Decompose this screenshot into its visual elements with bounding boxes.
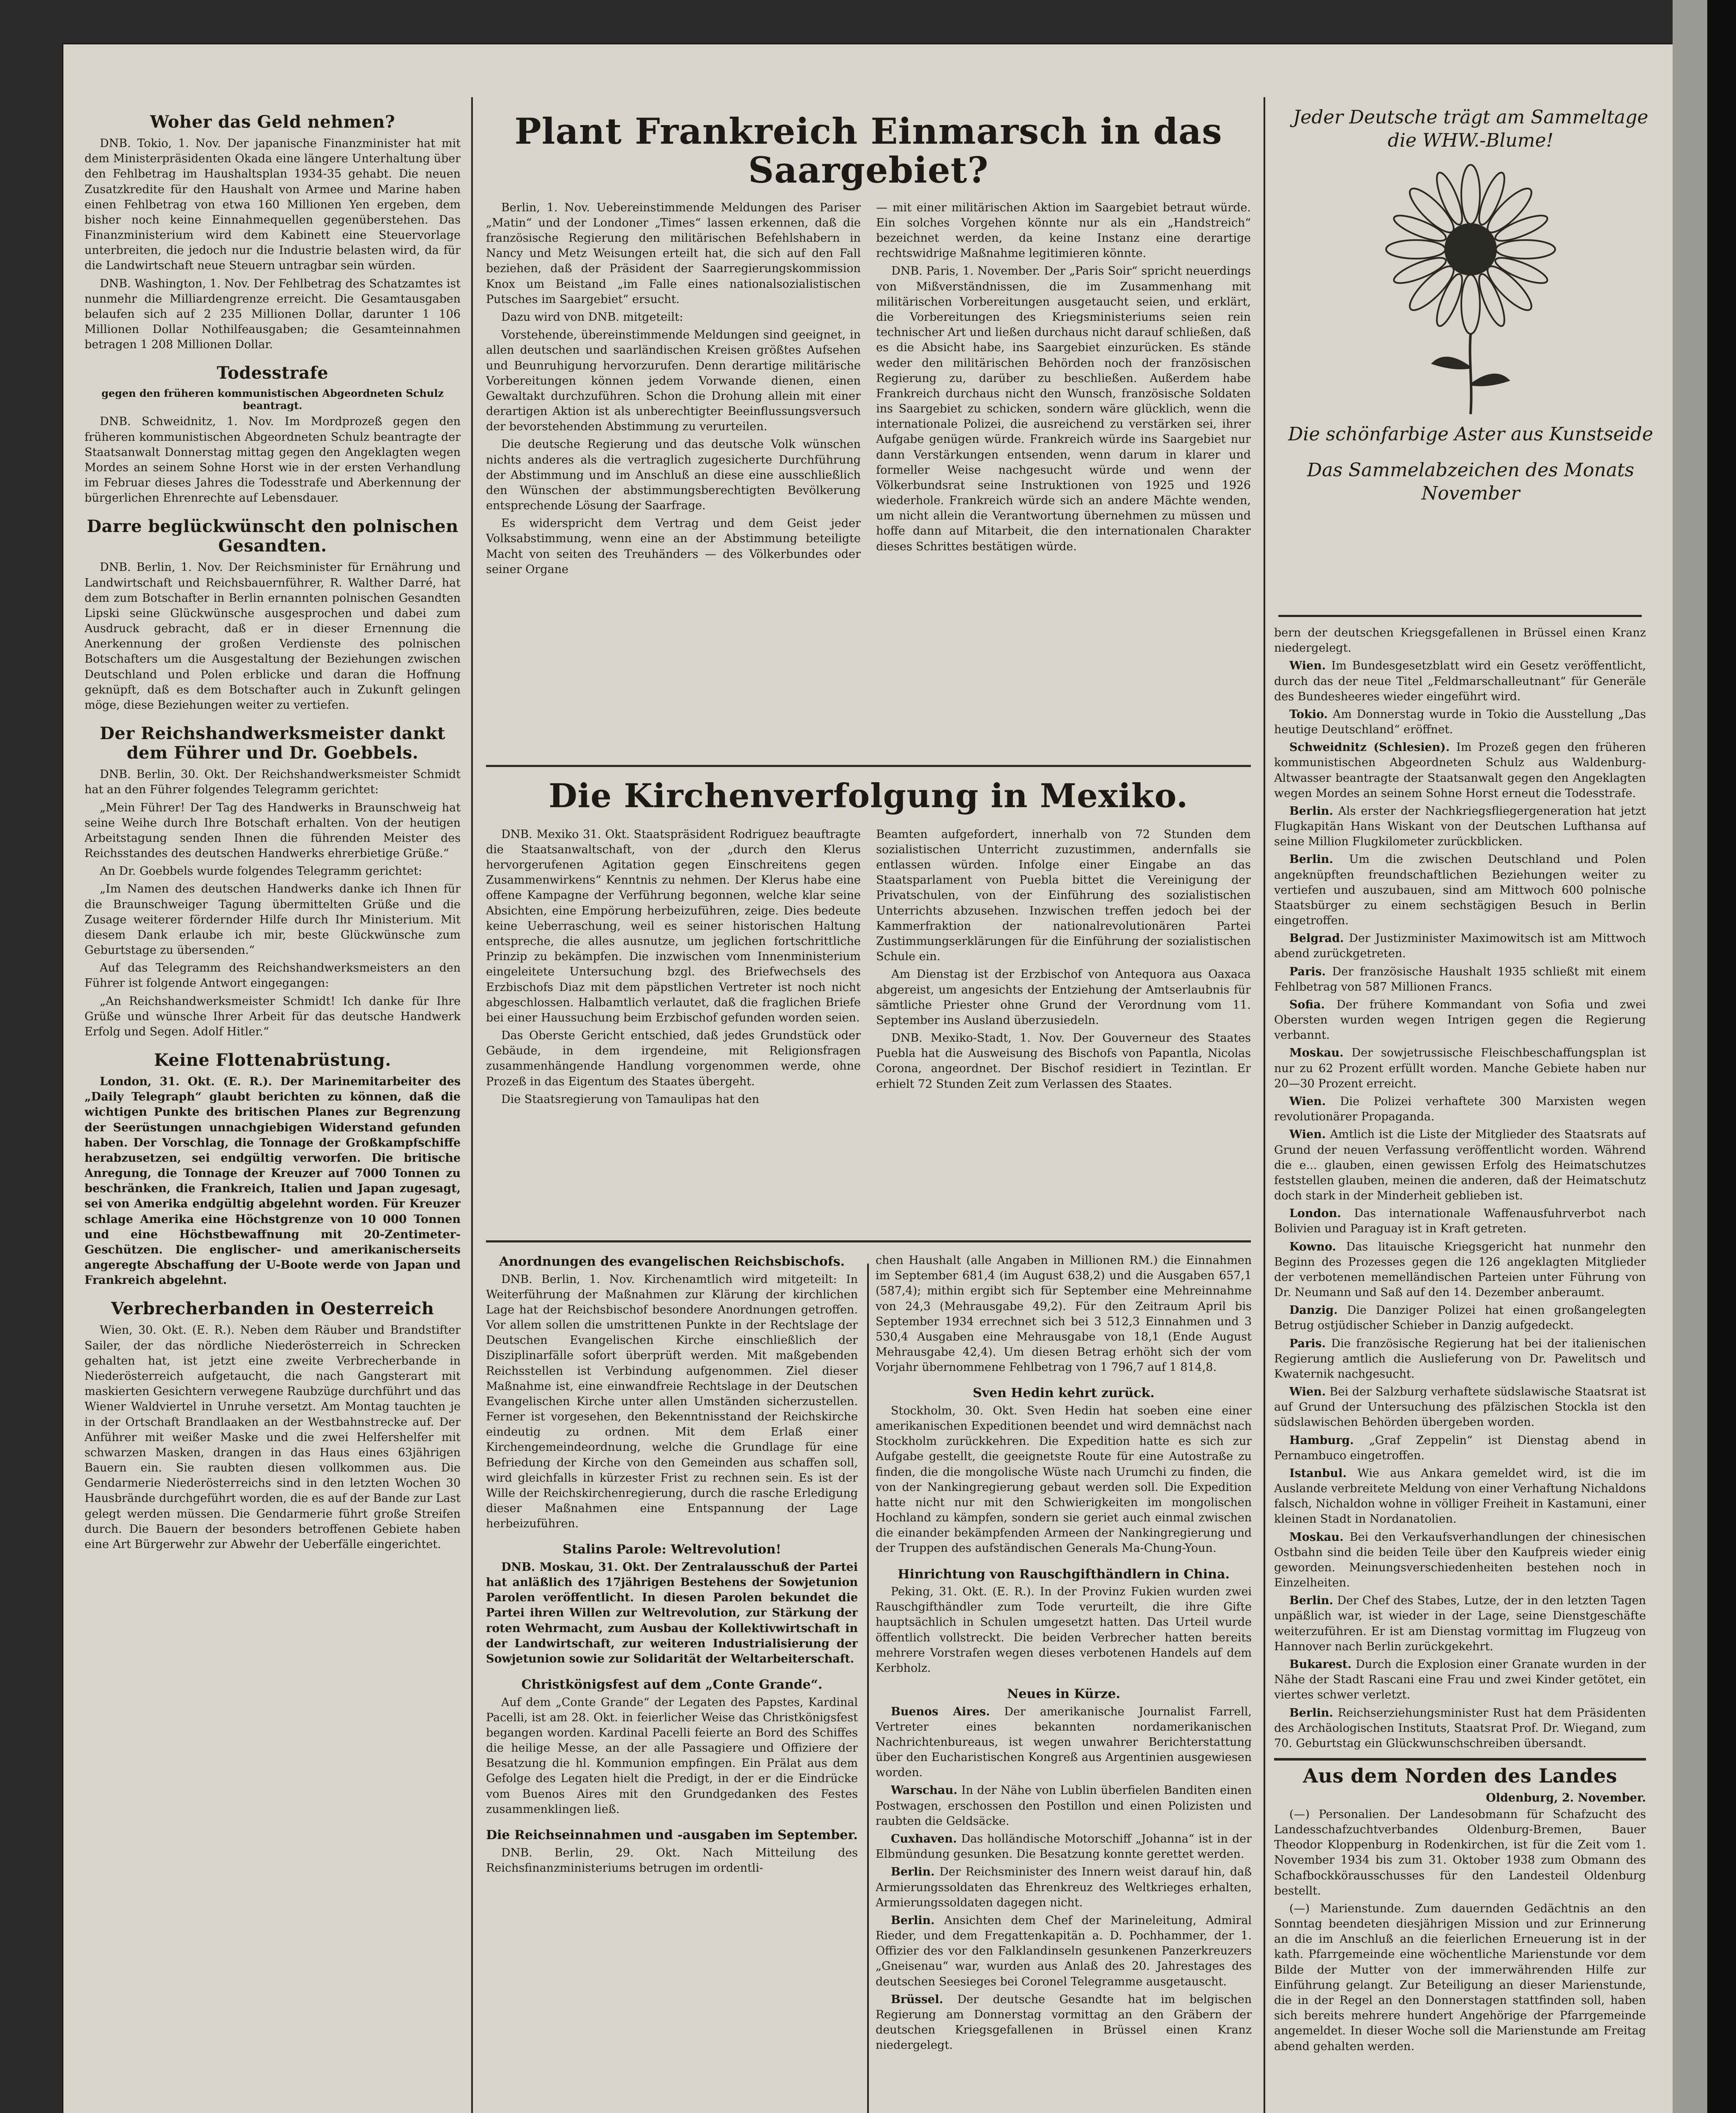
text-paragraph: — mit einer militärischen Aktion im Saargebiet betraut würde. Ein solches Vorgehen könnte nur als ein „Handstreich“ bezeichnet werden, da keine Instanz eine derartige rechtswidrige Maßnahme legitimieren könnte. [876, 201, 1251, 260]
saar-left [486, 200, 861, 580]
news-item: Sofia. Der frühere Kommandant von Sofia und zwei Obersten wurden wegen Intrigen gegen die Regierung verbannt. [1274, 998, 1646, 1042]
news-item: Moskau. Der sowjetrussische Fleischbeschaffungsplan ist nur zu 62 Prozent erfüllt worden. Manche Gebiete haben nur 20—30 Prozent erreicht. [1274, 1046, 1646, 1090]
saar-right [876, 200, 1251, 580]
text-paragraph: Dazu wird von DNB. mitgeteilt: [501, 310, 683, 324]
news-item: Buenos Aires. Der amerikanische Journalist Farrell, Vertreter eines bekannten nordamerikanischen Nachrichtenbureaus, ist wegen unwahrer Berichterstattung über den Eucharistischen Kongreß aus Argentinien ausgewiesen worden. [876, 1705, 1252, 1780]
text-paragraph: Beamten aufgefordert, innerhalb von 72 Stunden dem sozialistischen Unterricht zuzustimmen, andernfalls sie entlassen würden. Infolge einer Eingabe an das Staatsparlament von Puebla bittet die Vereinigung der Privatschulen, von der Einführung des sozialistischen Unterrichts abzusehen. Inzwischen treffen jedoch bei der Kammerfraktion der nationalrevolutionären Partei Zustimmungserklärungen für die Einführung der sozialistischen Schule ein. [876, 827, 1251, 964]
ad-subcaption: Das Sammelabzeichen des Monats November [1307, 459, 1635, 504]
text-paragraph: DNB. Paris, 1. November. Der „Paris Soir“ spricht neuerdings von Mißverständnissen, die im Zusammenhang mit militärischen Vorbereitungen ausgetaucht seien, und erklärt, die Vorbereitungen des Kriegsministeriums seien rein technischer Art und ließen durchaus nicht darauf schließen, daß es die Absicht habe, ins Saargebiet einzurücken. Es stände weder den militärischen Behörden noch der französischen Regierung zu, darüber zu beschließen. Außerdem habe Frankreich durchaus nicht den Wunsch, französische Soldaten ins Saargebiet zu schicken, sondern wäre glücklich, wenn die internationale Polizei, die ausreichend zu verstärken sei, ihrer Aufgabe genügen würde. Frankreich würde ins Saargebiet nur dann Verstärkungen entsenden, wenn darum in klarer und formeller Weise nachgesucht würde und wenn der Völkerbundsrat seine Instruktionen von 1925 und 1926 wiederhole. Frankreich würde sich an andere Mächte wenden, um nicht allein die Verantwortung übernehmen zu müssen und hoffe dann auf Mitarbeit, die den internationalen Charakter dieses Schrittes bestätigen würde. [876, 265, 1251, 553]
article-hedin [876, 1386, 1252, 1556]
text-paragraph: DNB. Berlin, 1. Nov. Der Reichsminister für Ernährung und Landwirtschaft und Reichsbauernführer, R. Walther Darré, hat dem zum Botschafter in Berlin ernannten polnischen Gesandten Lipski seine Glückwünsche ausgesprochen und dabei zum Ausdruck gebracht, daß er in dieser Ernennung die Anerkennung der großen Verdienste des polnischen Botschafters um die Ausgestaltung der Beziehungen zwischen Deutschland und Polen erblicke und daran die Hoffnung geknüpft, daß es dem Botschafter auch in Zukunft gelingen möge, diese Beziehungen weiter zu vertiefen. [85, 561, 461, 712]
news-item: Cuxhaven. Das holländische Motorschiff „Johanna“ ist in der Elbmündung gesunken. Die Besatzung konnte gerettet werden. [876, 1832, 1252, 1861]
article-flotte [85, 1051, 461, 1288]
column-rule-center [867, 1264, 869, 2113]
column-1 [85, 110, 461, 2113]
text-paragraph: Auf dem „Conte Grande“ der Legaten des Papstes, Kardinal Pacelli, ist am 28. Okt. in feierlicher Weise das Christkönigsfest begangen worden. Kardinal Pacelli feierte an Bord des Schiffes die heilige Messe, an der alle Passagiere und Offiziere der Besatzung die hl. Kommunion empfingen. Ein Prälat aus dem Gefolge des Legaten hielt die Predigt, in der er die Eindrücke vom Buenos Aires mit den Grundgedanken des Festes zusammenklingen ließ. [486, 1695, 858, 1816]
text-paragraph: Stockholm, 30. Okt. Sven Hedin hat soeben eine einer amerikanischen Expeditionen beendet und wird demnächst nach Stockholm zurückkehren. Die Expedition hatte es sich zur Aufgabe gestellt, die geeignetste Route für eine Autostraße zu finden, die die mongolische Wüste nach Urumchi zu finden, die von der Nankingregierung gebaut werden soll. Die Expedition hatte nicht nur mit den Schwierigkeiten im mongolischen Hochland zu kämpfen, sondern sie geriet auch einmal zwischen die einander bekämpfenden Armeen der Nankingregierung und der Truppen des aufständischen Generals Ma-Chung-Youn. [876, 1404, 1252, 1555]
mexico-left [486, 827, 861, 1110]
article-reichsbischof [486, 1255, 858, 1532]
text-paragraph: DNB. Moskau, 31. Okt. Der Zentralausschuß der Partei hat anläßlich des 17jährigen Bestehens der Sowjetunion Parolen veröffentlicht. In diesen Parolen bekundet die Partei ihren Willen zur Weltrevolution, zur Stärkung der roten Wehrmacht, zum Ausbau der Kollektivwirtschaft in der Landwirtschaft, zur weiteren Industrialisierung der Sowjetunion sowie zur Solidarität der Weltarbeiterschaft. [486, 1560, 858, 1665]
news-item: Berlin. Der Reichsminister des Innern weist darauf hin, daß Armierungssoldaten das Ehrenkreuz des Weltkrieges erhalten, Armierungssoldaten dagegen nicht. [876, 1865, 1252, 1909]
mexico-right [876, 827, 1251, 1110]
article-todesstrafe [85, 363, 461, 506]
article-handwerk [85, 724, 461, 1040]
news-item: Tokio. Am Donnerstag wurde in Tokio die Ausstellung „Das heutige Deutschland“ eröffnet. [1274, 707, 1646, 737]
news-item: Wien. Im Bundesgesetzblatt wird ein Gesetz veröffentlicht, durch das der neue Titel „Feldmarschalleutnant“ für Generäle des Bundesheeres wieder eingeführt wird. [1274, 659, 1646, 703]
column-rule-2 [1264, 97, 1265, 2113]
news-item: Wien. Bei der Salzburg verhaftete südslawische Staatsrat ist auf Grund der Untersuchung des pfälzischen Stockla ist den südslawischen Behörden übergeben worden. [1274, 1385, 1646, 1429]
article-verbrecher [85, 1299, 461, 1552]
news-item: Schweidnitz (Schlesien). Im Prozeß gegen den früheren kommunistischen Abgeordneten Schulz aus Waldenburg-Altwasser beantragte der Staatsanwalt gegen den Angeklagten wegen Mordes an seinem Sohne Horst erneut die Todesstrafe. [1274, 741, 1646, 800]
text-paragraph: „Mein Führer! Der Tag des Handwerks in Braunschweig hat seine Weihe durch Ihre Botschaft erhalten. Von der heutigen Arbeitstagung senden Ihnen die führenden Meister des Reichsstandes des deutschen Handwerks ehrerbietige Grüße.“ [85, 801, 461, 860]
news-item: Warschau. In der Nähe von Lublin überfielen Banditen einen Postwagen, erschossen den Postillon und einen Polizisten und raubten die Geldsäcke. [876, 1784, 1252, 1828]
article-haushalt-cont [876, 1253, 1252, 1375]
mexico-columns [486, 827, 1251, 1110]
section-rule [1274, 1758, 1646, 1761]
headline-darre: Darre beglückwünscht den polnischen Gesandten. [87, 516, 459, 556]
text-paragraph: Am Dienstag ist der Erzbischof von Antequora aus Oaxaca abgereist, um angesichts der Entziehung der Amtserlaubnis für sämtliche Priester ohne Grund der Verordnung vom 11. September ins Ausland überzusiedeln. [876, 968, 1251, 1027]
news-item: Danzig. Die Danziger Polizei hat einen großangelegten Betrug ostjüdischer Schieber in Danzig aufgedeckt. [1274, 1304, 1646, 1332]
news-item: Berlin. Der Chef des Stabes, Lutze, der in den letzten Tagen unpäßlich war, ist wieder in der Lage, seine Dienstgeschäfte weiterzuführen. Er ist am Dienstag vormittag im Flugzeug von Hannover nach Berlin zurückgekehrt. [1274, 1594, 1646, 1653]
news-item: Istanbul. Wie aus Ankara gemeldet wird, ist die im Auslande verbreitete Meldung von einer Verhaftung Nichaldons falsch, Nichaldon wohne in völliger Freiheit in Kastamuni, einer kleinen Stadt in Nordanatolien. [1274, 1466, 1646, 1526]
text-paragraph: (—) Marienstunde. Zum dauernden Gedächtnis an den Sonntag beendeten diesjährigen Mission und zur Erinnerung an die im Anschluß an die feierlichen Erneuerung ist in der kath. Pfarrgemeinde eine wöchentliche Marienstunde vor dem Bilde der Mutter von der immerwährenden Hilfe zur Einführung gelangt. Zur Beteiligung an dieser Marienstunde, die in der Regel an den Donnerstagen stattfinden soll, haben sich bereits mehrere hundert Angehörige der Pfarrgemeinde angemeldet. In dieser Woche soll die Marienstunde am Freitag abend gehalten werden. [1274, 1902, 1646, 2053]
article-china [876, 1567, 1252, 1676]
ad-headline: Jeder Deutsche trägt am Sammeltage die WHW.-Blume! [1293, 106, 1649, 151]
news-item: Bukarest. Durch die Explosion einer Granate wurden in der Nähe der Stadt Rascani eine Frau und zwei Kinder getötet, ein viertes schwer verletzt. [1274, 1658, 1646, 1702]
text-paragraph: chen Haushalt (alle Angaben in Millionen RM.) die Einnahmen im September 681,4 (im August 638,2) und die Ausgaben 657,1 (587,4); mithin ergibt sich für September eine Mehreinnahme von 24,3 (Mehrausgabe 49,2). Für den Zeitraum April bis September 1934 errechnet sich bei 3 512,3 Einnahmen und 3 530,4 Ausgaben eine Mehrausgabe von 18,1 (Ende August Mehrausgabe 42,4). Um diesen Betrag erhöht sich der vom Vorjahr übernommene Fehlbetrag von 1 796,7 auf 1 814,8. [876, 1254, 1252, 1374]
saar-block [486, 99, 1251, 763]
news-item: Brüssel. Der deutsche Gesandte hat im belgischen Regierung am Donnerstag vormittag an den Gräbern der deutschen Kriegsgefallenen in Brüssel einen Kranz niedergelegt. [876, 1993, 1252, 2052]
text-paragraph: DNB. Berlin, 30. Okt. Der Reichshandwerksmeister Schmidt hat an den Führer folgendes Telegramm gerichtet: [85, 768, 461, 797]
headline-kuerze: Neues in Kürze. [1007, 1687, 1120, 1702]
whw-advertisement [1285, 106, 1657, 609]
article-stalin [486, 1542, 858, 1667]
headline-verbrecher: Verbrecherbanden in Oesterreich [111, 1299, 434, 1319]
headline-stalin: Stalins Parole: Weltrevolution! [562, 1542, 781, 1557]
text-paragraph: DNB. Mexiko 31. Okt. Staatspräsident Rodriguez beauftragte die Staatsanwaltschaft, von der „durch den Klerus hervorgerufenen Agitation gegen Einschreitens gegen Zusammenwirkens“ Kenntnis zu nehmen. Der Klerus habe eine offene Kampagne der Verführung begonnen, welche klar seine Absichten, eine Empörung herbeizuführen, zeige. Dies bedeute keine Ueberraschung, weil es seiner historischen Haltung entspreche, die alles ausnutze, um jeglichen fortschrittliche Prinzip zu bekämpfen. Die inzwischen vom Innenministerium eingeleitete Untersuchung bzgl. des Briefwechsels des Erzbischofs Diaz mit dem päpstlichen Vertreter ist noch nicht abgeschlossen. Halbamtlich verlautet, daß die fraglichen Briefe bei einer Haussuchung beim Erzbischof gefunden worden seien. [486, 827, 861, 1024]
text-paragraph: Peking, 31. Okt. (E. R.). In der Provinz Fukien wurden zwei Rauschgifthändler zum Tode verurteilt, die ihre Gifte hauptsächlich in Schulen umgesetzt hatten. Das Urteil wurde öffentlich vollstreckt. Die beiden Verbrecher hatten bereits mehrere Vorstrafen wegen dieses verbotenen Handels auf dem Kerbholz. [876, 1585, 1252, 1675]
news-item: Paris. Die französische Regierung hat bei der italienischen Regierung amtlich die Auslieferung von Dr. Pawelitsch und Kwaternik nachgesucht. [1274, 1337, 1646, 1381]
text-paragraph: Vorstehende, übereinstimmende Meldungen sind geeignet, in allen deutschen und saarländischen Kreisen größtes Aufsehen und Beunruhigung hervorzurufen. Denn derartige militärische Vorbereitungen können jedem Vorwande dienen, einen Gewaltakt durchzuführen. Schon die Drohung allein mit einer derartigen Aktion ist als unberechtigter Beeinflussungsversuch der bevorstehenden Abstimmung zu verurteilen. [486, 328, 861, 434]
article-kuerze [876, 1687, 1252, 2053]
text-paragraph: DNB. Berlin, 29. Okt. Nach Mitteilung des Reichsfinanzministeriums betrugen im ordentli- [486, 1846, 858, 1875]
article-geld [85, 112, 461, 352]
article-norden [1274, 1765, 1646, 2054]
article-christkoenig [486, 1678, 858, 1817]
news-item: Hamburg. „Graf Zeppelin“ ist Dienstag abend in Pernambuco eingetroffen. [1274, 1433, 1646, 1462]
column-rule-1 [471, 97, 473, 2113]
article-darre [85, 517, 461, 713]
article-reichseinnahmen [486, 1828, 858, 1876]
news-item: Wien. Die Polizei verhaftete 300 Marxisten wegen revolutionärer Propaganda. [1274, 1095, 1646, 1124]
column-4 [1274, 625, 1646, 2113]
text-paragraph: Wien, 30. Okt. (E. R.). Neben dem Räuber und Brandstifter Sailer, der das nördliche Niederösterreich in Schrecken gehalten hat, ist jetzt eine zweite Verbrecherbande in Niederösterreich aufgetaucht, die nach Gangsterart mit maskierten Gesichtern verwegene Raubzüge durchführt und das Wiener Waldviertel in Unruhe versetzt. Am Montag tauchten je in der Ortschaft Brandlaaken an der Westbahnstrecke auf. Der Anführer mit weißer Maske und die zwei Helfershelfer mit schwarzen Masken, drangen in das Haus eines 63jährigen Bauern ein. Sie raubten diesen vollkommen aus. Die Gendarmerie Niederösterreichs sind in den letzten Wochen 30 Hausbrände durchgeführt worden, die es auf der Bande zur Last gelegt werden müssen. Die Gendarmerie führt große Streifen durch. Die Bauern der besonders betroffenen Gebiete haben eine Art Bürgerwehr zur Abwehr der Ueberfälle eingerichtet. [85, 1324, 461, 1551]
text-paragraph: DNB. Mexiko-Stadt, 1. Nov. Der Gouverneur des Staates Puebla hat die Ausweisung des Bischofs von Papantla, Nicolas Corona, angeordnet. Der Bischof residiert in Tezintlan. Er erhielt 72 Stunden Zeit zum Verlassen des Staates. [876, 1032, 1251, 1091]
news-item: London. Das internationale Waffenausfuhrverbot nach Bolivien und Paraguay ist in Kraft getreten. [1274, 1207, 1646, 1236]
text-paragraph: DNB. Schweidnitz, 1. Nov. Im Mordprozeß gegen den früheren kommunistischen Abgeordneten Schulz beantragte der Staatsanwalt Donnerstag mittag gegen den Angeklagten wegen Mordes an seinem Sohne Horst wie in der ersten Verhandlung im Februar dieses Jahres die Todesstrafe und Aberkennung der bürgerlichen Ehrenrechte auf Lebensdauer. [85, 415, 461, 505]
headline-geld: Woher das Geld nehmen? [150, 112, 395, 132]
ad-caption: Die schönfarbige Aster aus Kunstseide [1288, 423, 1653, 445]
news-item: Moskau. Bei den Verkaufsverhandlungen der chinesischen Ostbahn sind die beiden Teile über den Kaufpreis wieder einig geworden. Meinungsverschiedenheiten bestehen noch in Einzelheiten. [1274, 1530, 1646, 1590]
headline-flotte: Keine Flottenabrüstung. [154, 1050, 391, 1070]
mexico-block [486, 775, 1251, 1238]
saar-columns [486, 200, 1251, 580]
text-paragraph: (—) Personalien. Der Landesobmann für Schafzucht des Landesschafzuchtverbandes Oldenburg-Bremen, Bauer Theodor Kloppenburg in Rodenkirchen, ist für die Zeit vom 1. November 1934 bis zum 31. Oktober 1938 zum Obmann des Schafbockkörausschusses für den Landesteil Oldenburg bestellt. [1274, 1807, 1646, 1897]
dateline: Oldenburg, 2. November. [1486, 1791, 1646, 1805]
subheadline: gegen den früheren kommunistischen Abgeordneten Schulz beantragt. [101, 387, 444, 412]
news-item: Berlin. Als erster der Nachkriegsfliegergeneration hat jetzt Flugkapitän Hans Wiskant von der Deutschen Lufthansa auf seine Million Flugkilometer zurückblicken. [1274, 804, 1646, 849]
news-item: Paris. Der französische Haushalt 1935 schließt mit einem Fehlbetrag von 587 Millionen Francs. [1274, 965, 1646, 994]
flower-icon [1361, 156, 1580, 418]
headline-norden: Aus dem Norden des Landes [1303, 1764, 1617, 1788]
rule-under-saar [486, 765, 1251, 767]
text-paragraph: Auf das Telegramm des Reichshandwerksmeisters an den Führer ist folgende Antwort eingegangen: [85, 961, 461, 990]
text-paragraph: „An Reichshandwerksmeister Schmidt! Ich danke für Ihre Grüße und wünsche Ihrer Arbeit für das deutsche Handwerk Erfolg und Segen. Adolf Hitler.“ [85, 994, 461, 1038]
headline-saar: Plant Frankreich Einmarsch in das Saargebiet? [514, 110, 1223, 191]
news-item: bern der deutschen Kriegsgefallenen in Brüssel einen Kranz niedergelegt. [1274, 626, 1646, 655]
text-paragraph: Die Staatsregierung von Tamaulipas hat den [501, 1092, 759, 1106]
text-paragraph: DNB. Washington, 1. Nov. Der Fehlbetrag des Schatzamtes ist nunmehr die Milliardengrenze erreicht. Die Gesamtausgaben belaufen sich auf 2 235 Millionen Dollar, darunter 1 106 Millionen Dollar Nothilfeausgaben; die Gesamteinnahmen betragen 1 208 Millionen Dollar. [85, 277, 461, 352]
news-item: Belgrad. Der Justizminister Maximowitsch ist am Mittwoch abend zurückgetreten. [1274, 932, 1646, 961]
headline-handwerk: Der Reichshandwerksmeister dankt dem Führer und Dr. Goebbels. [100, 723, 445, 763]
headline-hedin: Sven Hedin kehrt zurück. [972, 1386, 1155, 1401]
text-paragraph: „Im Namen des deutschen Handwerks danke ich Ihnen für die Braunschweiger Tagung übermittelten Grüße und die Zusage weiterer fördernder Hilfe durch Ihr Ministerium. Mit diesem Dank erlaube ich mir, beste Glückwünsche zum Geburtstage zu übersenden.“ [85, 882, 461, 957]
news-item: Berlin. Um die zwischen Deutschland und Polen angeknüpften freundschaftlichen Beziehungen weiter zu vertiefen und auszubauen, sind am Mittwoch 600 polnische Staatsbürger zu einem sechstägigen Besuch in Berlin eingetroffen. [1274, 853, 1646, 928]
headline-todesstrafe: Todesstrafe [217, 363, 328, 383]
headline-reichseinnahmen: Die Reichseinnahmen und -ausgaben im September. [486, 1828, 858, 1843]
rule-under-mexico [486, 1240, 1251, 1242]
news-item: Kowno. Das litauische Kriegsgericht hat nunmehr den Beginn des Prozesses gegen die 126 angeklagten Mitglieder der verbotenen memelländischen Parteien unter Führung von Dr. Neumann und Saß auf den 14. Dezember anberaumt. [1274, 1240, 1646, 1299]
text-paragraph: DNB. Tokio, 1. Nov. Der japanische Finanzminister hat mit dem Ministerpräsidenten Okada eine längere Unterhaltung über den Fehlbetrag im Haushaltsplan 1934-35 gehabt. Die neuen Zusatzkredite für den Haushalt von Armee und Marine haben einen Fehlbetrag von etwa 160 Millionen Yen ergeben, dem bisher noch keine Einnahmequellen gegenüberstehen. Das Finanzministerium wird dem Kabinett eine Steuervorlage unterbreiten, die jedoch nur die Industrie belasten wird, da für die Landwirtschaft neue Steuern untragbar sein würden. [85, 137, 461, 273]
headline-christkoenig: Christkönigsfest auf dem „Conte Grande“. [521, 1677, 823, 1693]
text-paragraph: An Dr. Goebbels wurde folgendes Telegramm gerichtet: [100, 865, 422, 878]
text-paragraph: DNB. Berlin, 1. Nov. Kirchenamtlich wird mitgeteilt: In Weiterführung der Maßnahmen zur Klärung der kirchlichen Lage hat der Reichsbischof besondere Anordnungen getroffen. Vor allem sollen die umstrittenen Punkte in der Rechtslage der Deutschen Evangelischen Kirche einschließlich der Disziplinarfälle sofort überprüft werden. Mit maßgebenden Reichsstellen ist Verbindung aufgenommen. Ziel dieser Maßnahme ist, eine einwandfreie Rechtslage in der Deutschen Evangelischen Kirche unter allen Umständen sicherzustellen. Ferner ist vorgesehen, den Bekenntnisstand der Reichskirche eindeutig zu ordnen. Mit dem Erlaß einer Kirchengemeindeordnung, welche die Grundlage für eine Befriedung der Kirche von den Gemeinden aus schaffen soll, wird gleichfalls in kürzester Frist zu rechnen sein. Es ist der Wille der Reichskirchenregierung, durch die rasche Erledigung dieser Maßnahmen eine Entspannung der Lage herbeizuführen. [486, 1272, 858, 1531]
column-3 [876, 1253, 1252, 2113]
text-paragraph: Es widerspricht dem Vertrag und dem Geist jeder Volksabstimmung, wenn eine an der Abstimmung beteiligte Macht von seiten des Treuhänders — des Völkerbundes oder seiner Organe [486, 517, 861, 576]
text-paragraph: Das Oberste Gericht entschied, daß jedes Grundstück oder Gebäude, in dem irgendeine, mit Religionsfragen zusammenhängende Handlung vorgenommen werde, ohne Prozeß in das Eigentum des Staates übergeht. [486, 1029, 861, 1088]
news-item: Berlin. Reichserziehungsminister Rust hat dem Präsidenten des Archäologischen Instituts, Staatsrat Prof. Dr. Wiegand, zum 70. Geburtstag ein Glückwunschschreiben übersandt. [1274, 1706, 1646, 1750]
column-2 [486, 1253, 858, 2113]
news-item: Berlin. Ansichten dem Chef der Marineleitung, Admiral Rieder, und dem Fregattenkapitän a. D. Pochhammer, der 1. Offizier des vor den Falklandinseln gesunkenen Panzerkreuzers „Gneisenau“ war, wurden aus Anlaß des 20. Jahrestages des deutschen Seesieges bei Coronel Telegramme ausgetauscht. [876, 1914, 1252, 1988]
headline-china: Hinrichtung von Rauschgifthändlern in China. [898, 1567, 1230, 1582]
headline-mexico: Die Kirchenverfolgung in Mexiko. [549, 777, 1188, 815]
scan-edge-strip [1673, 0, 1707, 2113]
scan-edge-dark [1707, 0, 1736, 2113]
text-paragraph: London, 31. Okt. (E. R.). Der Marinemitarbeiter des „Daily Telegraph“ glaubt berichten zu können, daß die wichtigen Punkte des britischen Planes zur Begrenzung der Seerüstungen unnachgiebigen Widerstand gefunden haben. Der Vorschlag, die Tonnage der Großkampfschiffe herabzusetzen, sei endgültig verworfen. Die britische Anregung, die Tonnage der Kreuzer auf 7000 Tonnen zu beschränken, die Frankreich, Italien und Japan zugesagt, sei von Amerika endgültig abgelehnt worden. Für Kreuzer schlage Amerika eine Höchstgrenze von 10 000 Tonnen und eine Höchstbewaffnung mit 20-Zentimeter-Geschützen. Die englischer- und amerikanischerseits angeregte Abschaffung der U-Boote werde von Japan und Frankreich abgelehnt. [85, 1075, 461, 1287]
headline-reichsbischof: Anordnungen des evangelischen Reichsbischofs. [499, 1254, 845, 1269]
news-item: Wien. Amtlich ist die Liste der Mitglieder des Staatsrats auf Grund der neuen Verfassung veröffentlicht worden. Während die e... glauben, einen gewissen Erfolg des Heimatschutzes feststellen glauben, meinen die anderen, daß der Heimatschutz doch stark in der Minderheit geblieben ist. [1274, 1128, 1646, 1203]
text-paragraph: Berlin, 1. Nov. Uebereinstimmende Meldungen des Pariser „Matin“ und der Londoner „Times“ lassen erkennen, daß die französische Regierung den militärischen Befehlshabern in Nancy und Metz Weisungen erteilt hat, die sich auf den Fall beziehen, daß der Präsident der Saarregierungskommission Knox um Beistand „im Falle eines nationalsozialistischen Putsches im Saargebiet“ ersucht. [486, 201, 861, 306]
text-paragraph: Die deutsche Regierung und das deutsche Volk wünschen nichts anderes als die vertraglich zugesicherte Durchführung der Abstimmung und im Anschluß an diese eine ausschließlich den Wünschen der abstimmungsberechtigten Bevölkerung entsprechende Lösung der Saarfrage. [486, 438, 861, 513]
rule-under-ad [1278, 615, 1642, 617]
